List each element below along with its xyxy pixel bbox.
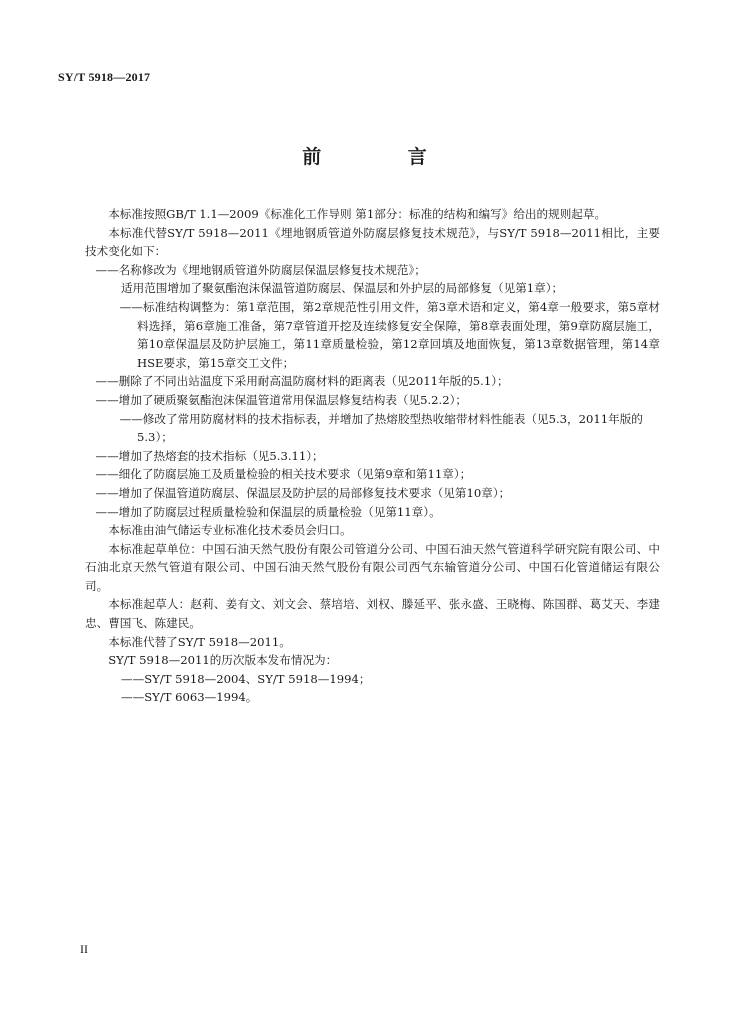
change-item-name: ——名称修改为《埋地钢质管道外防腐层保温层修复技术规范》； <box>95 262 426 277</box>
change-item-local-repair: ——增加了保温管道防腐层、保温层及防护层的局部修复技术要求（见第10章）； <box>95 485 511 500</box>
paragraph-history-intro: SY/T 5918—2011的历次版本发布情况为： <box>108 653 338 668</box>
change-item-coating-construction: ——细化了防腐层施工及质量检验的相关技术要求（见第9章和第11章）； <box>95 467 472 482</box>
history-item-2: ——SY/T 6063—1994。 <box>121 690 258 705</box>
foreword-body <box>85 205 660 707</box>
change-item-material-table: ——修改了常用防腐材料的技术指标表，并增加了热熔胶型热收缩带材料性能表（见5.3，2011年版的5.3）； <box>119 411 643 445</box>
paragraph-drafting-rules: 本标准按照GB/T 1.1—2009《标准化工作导则 第1部分：标准的结构和编写》给出的规则起草。 <box>108 207 607 221</box>
paragraph-drafters: 本标准起草人：赵莉、姜有文、刘文会、蔡培培、刘权、滕延平、张永盛、王晓梅、陈国群、葛艾天、李建忠、曹国飞、陈建民。 <box>85 597 660 631</box>
change-item-deleted-table: ——删除了不同出站温度下采用耐高温防腐材料的距离表（见2011年版的5.1）； <box>95 374 509 389</box>
paragraph-replacement: 本标准代替SY/T 5918—2011《埋地钢质管道外防腐层修复技术规范》，与SY/T 5918—2011相比，主要技术变化如下： <box>85 225 660 259</box>
standard-code: SY/T 5918—2017 <box>58 70 151 84</box>
history-item-1: ——SY/T 5918—2004、SY/T 5918—1994； <box>121 671 371 686</box>
paragraph-committee: 本标准由油气储运专业标准化技术委员会归口。 <box>108 523 352 538</box>
change-item-heat-sleeve: ——增加了热熔套的技术指标（见5.3.11）； <box>95 448 324 463</box>
change-item-structure: ——标准结构调整为：第1章范围，第2章规范性引用文件，第3章术语和定义，第4章一般要求，第5章材料选择，第6章施工准备，第7章管道开挖及连续修复安全保障，第8章表面处理，第9章防腐层施工，第10章保温层及防护层施工，第11章质量检验，第12章回填及地面恢复，第13章数据管理，第14章HSE要求，第15章交工文件； <box>119 299 660 370</box>
page-number: II <box>80 942 88 956</box>
paragraph-replaces: 本标准代替了SY/T 5918—2011。 <box>108 634 291 649</box>
change-item-quality-inspection: ——增加了防腐层过程质量检验和保温层的质量检验（见第11章）。 <box>95 504 441 519</box>
page-title: 前 言 <box>302 146 467 168</box>
change-item-insulation-table: ——增加了硬质聚氨酯泡沫保温管道常用保温层修复结构表（见5.2.2）； <box>95 392 467 407</box>
paragraph-drafting-units: 本标准起草单位：中国石油天然气股份有限公司管道分公司、中国石油天然气管道科学研究院有限公司、中石油北京天然气管道有限公司、中国石油天然气股份有限公司西气东输管道分公司、中国石化管道储运有限公司。 <box>85 541 660 593</box>
change-item-scope: 适用范围增加了聚氨酯泡沫保温管道防腐层、保温层和外护层的局部修复（见第1章）； <box>121 281 564 296</box>
